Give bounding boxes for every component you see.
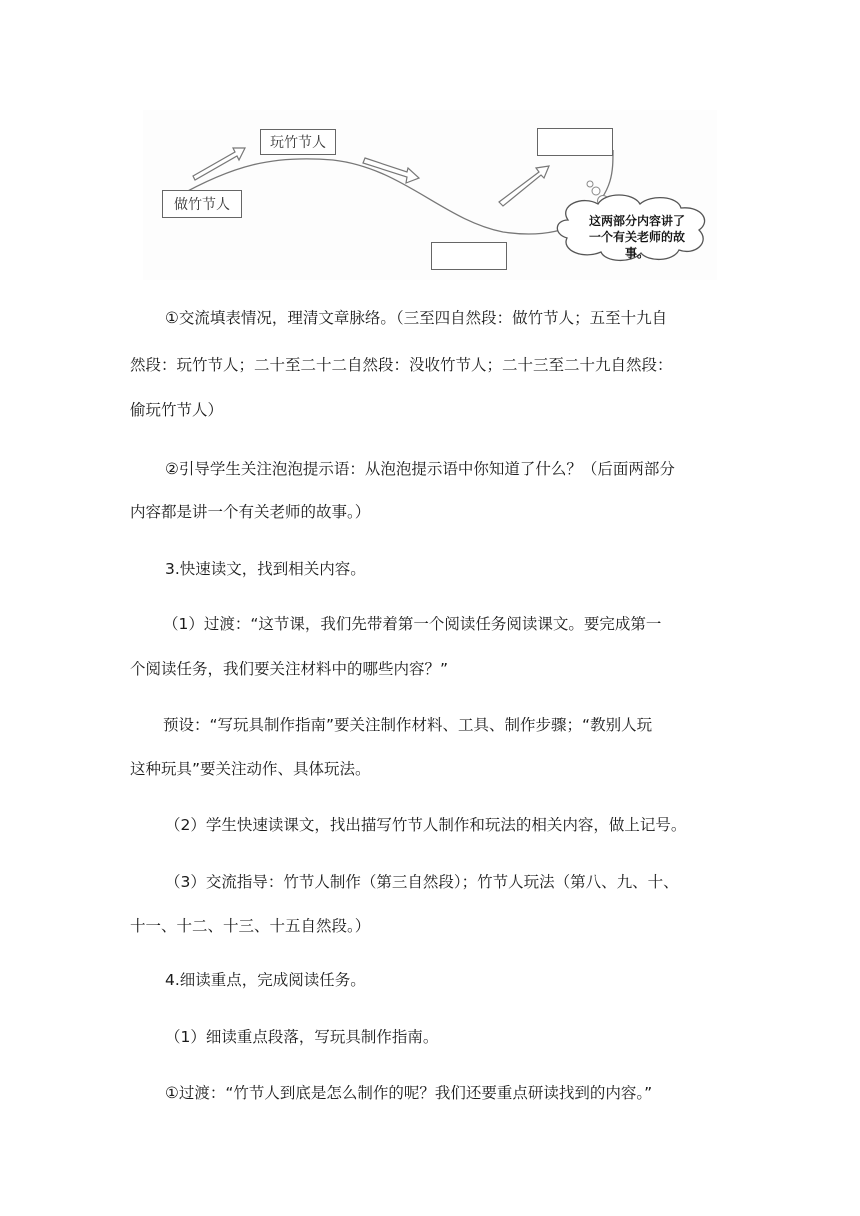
paragraph-line: 偷玩竹节人） — [130, 401, 224, 419]
paragraph-line: 然段：玩竹节人；二十至二十二自然段：没收竹节人；二十三至二十九自然段： — [130, 356, 673, 374]
paragraph-line: ①过渡：“竹节人到底是怎么制作的呢？我们还要重点研读找到的内容。” — [165, 1084, 653, 1102]
paragraph-line: （3）交流指导：竹节人制作（第三自然段）；竹节人玩法（第八、九、十、 — [165, 873, 679, 891]
bubble-dot — [587, 181, 593, 187]
paragraph-line: 个阅读任务，我们要关注材料中的哪些内容？” — [130, 660, 449, 678]
cloud-caption-line: 这两部分内容讲了 — [588, 214, 685, 228]
blank-box-bottom — [431, 242, 507, 270]
blank-box-top — [537, 128, 613, 156]
paragraph-line: （1）过渡：“这节课，我们先带着第一个阅读任务阅读课文。要完成第一 — [163, 615, 662, 633]
paragraph-line: 内容都是讲一个有关老师的故事。） — [130, 503, 371, 521]
paragraph-line: ①交流填表情况，理清文章脉络。（三至四自然段：做竹节人；五至十九自 — [165, 309, 668, 327]
box-make-bamboo-figure — [162, 190, 242, 218]
cloud-caption-line: 一个有关老师的故事。 — [588, 230, 685, 260]
arrow-up-right-icon — [193, 148, 245, 180]
box-label: 做竹节人 — [174, 197, 230, 213]
cloud-caption — [579, 213, 695, 261]
bubble-dot — [592, 187, 600, 195]
box-play-bamboo-figure — [260, 129, 336, 155]
story-structure-diagram — [143, 110, 717, 280]
paragraph-line: （1）细读重点段落，写玩具制作指南。 — [165, 1028, 439, 1046]
arrow-down-right-icon — [363, 158, 419, 183]
paragraph-line: ②引导学生关注泡泡提示语：从泡泡提示语中你知道了什么？（后面两部分 — [165, 460, 675, 478]
section-heading: 4.细读重点，完成阅读任务。 — [165, 971, 366, 989]
paragraph-line: 预设：“写玩具制作指南”要关注制作材料、工具、制作步骤；“教别人玩 — [163, 716, 653, 734]
paragraph-line: （2）学生快速读课文，找出描写竹节人制作和玩法的相关内容，做上记号。 — [165, 816, 687, 834]
box-label: 玩竹节人 — [270, 135, 326, 151]
section-heading: 3.快速读文，找到相关内容。 — [165, 560, 366, 578]
paragraph-line: 这种玩具”要关注动作、具体玩法。 — [130, 760, 371, 778]
paragraph-line: 十一、十二、十三、十五自然段。） — [130, 917, 371, 935]
arrow-up-right-icon — [499, 166, 549, 206]
